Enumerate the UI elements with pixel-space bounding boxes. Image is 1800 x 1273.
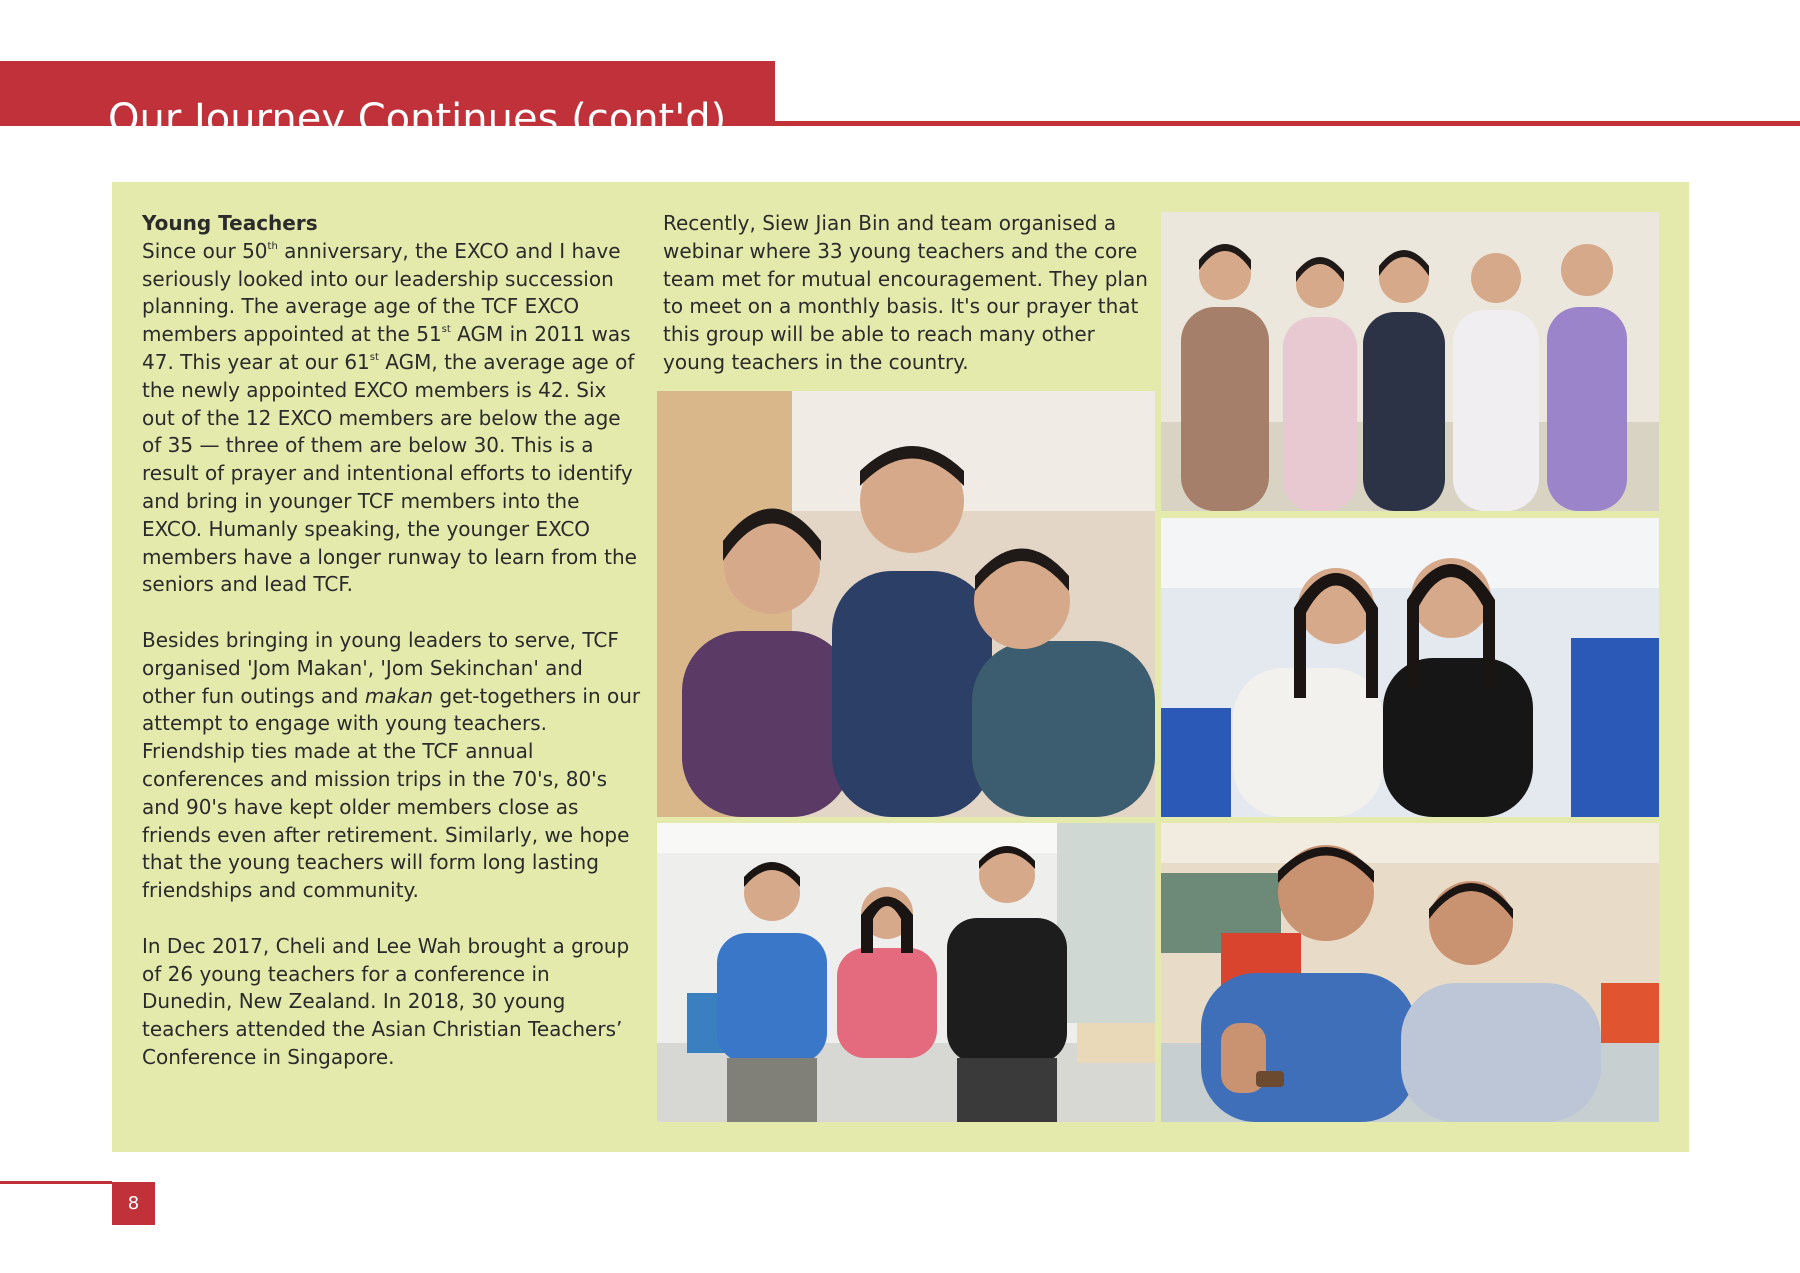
middle-text-column (663, 210, 1153, 377)
young-teachers-paragraph-1 (142, 210, 642, 599)
text-run: AGM, the average age of the newly appointed EXCO members is 42. Six out of the 12 EXCO members are below the age of 35 — three of them are below 30. This is a result of prayer and intentional efforts to identify and bring in younger TCF members into the EXCO. Humanly speaking, the younger EXCO members have a longer runway to learn from the seniors and lead TCF. (142, 349, 637, 597)
page-title: Our Journey Continues (cont'd) (108, 95, 727, 142)
photo-group-of-five-women (1161, 212, 1659, 511)
photo-three-people-classroom (657, 823, 1155, 1122)
left-text-column (142, 210, 642, 1072)
text-run: Since our 50 (142, 238, 268, 263)
photo-two-young-women (1161, 518, 1659, 817)
young-teachers-paragraph-2 (142, 627, 642, 905)
header-band (0, 61, 775, 142)
photo-man-and-woman-canteen (1161, 823, 1659, 1122)
page-number: 8 (127, 1193, 140, 1214)
photo-three-people-indoors (657, 391, 1155, 817)
footer-rule (0, 1181, 112, 1184)
text-run: get-togethers in our attempt to engage with young teachers. Friendship ties made at the TCF annual conferences and mission trips in the 70's, 80's and 90's have kept older members close as friends even after retirement. Similarly, we hope that the young teachers will form long lasting friendships and community. (142, 683, 641, 903)
ordinal-suffix: th (267, 240, 278, 252)
page-number-badge (112, 1182, 155, 1225)
text-run: AGM in 2011 was 47. This year at our 61 (142, 322, 631, 374)
emphasis-text: makan (364, 683, 434, 708)
header-rule (775, 121, 1800, 126)
ordinal-suffix: st (441, 324, 451, 336)
section-subheading: Young Teachers (142, 211, 318, 235)
young-teachers-paragraph-3: In Dec 2017, Cheli and Lee Wah brought a group of 26 young teachers for a conference in Dunedin, New Zealand. In 2018, 30 young teachers attended the Asian Christian Teachers’ Conference in Singapore. (142, 933, 630, 1069)
text-run: anniversary, the EXCO and I have seriously looked into our leadership succession planning. The average age of the TCF EXCO members appointed at the 51 (142, 238, 621, 347)
text-run: Besides bringing in young leaders to serve, TCF organised 'Jom Makan', 'Jom Sekinchan' and other fun outings and (142, 627, 619, 708)
ordinal-suffix: st (369, 351, 379, 363)
webinar-paragraph: Recently, Siew Jian Bin and team organised a webinar where 33 young teachers and the core team met for mutual encouragement. They plan to meet on a monthly basis. It's our prayer that this group will be able to reach many other young teachers in the country. (663, 211, 1148, 374)
